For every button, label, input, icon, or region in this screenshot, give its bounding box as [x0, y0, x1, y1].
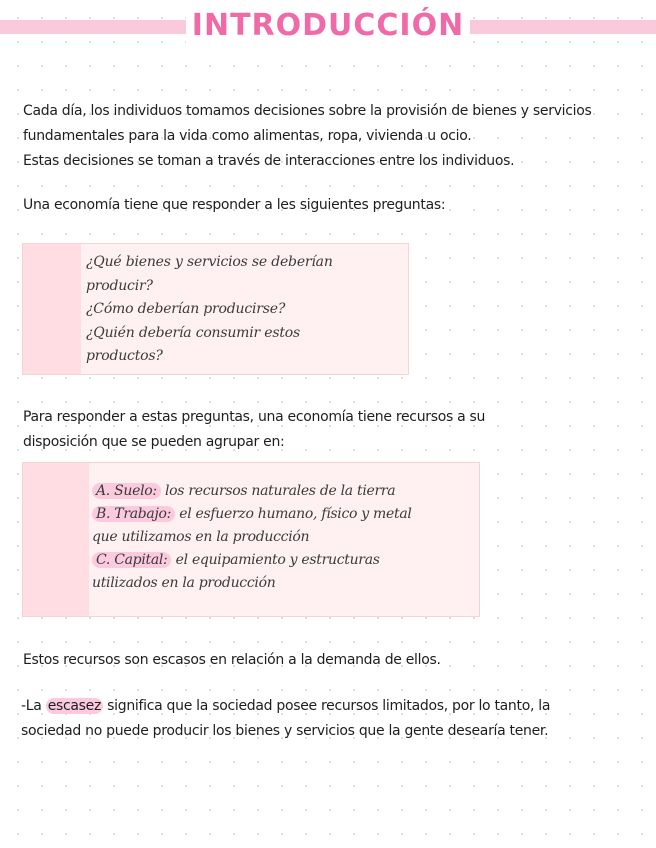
questions-box-strip [23, 244, 81, 374]
scarcity-rest: significa que la sociedad posee recursos limitados, por lo tanto, la [103, 698, 551, 714]
resources-intro [23, 405, 485, 455]
question-line: ¿Quién debería consumir estos [86, 324, 300, 341]
resource-capital [92, 549, 412, 572]
resource-term-suelo: A. Suelo: [92, 483, 161, 499]
intro-paragraph [23, 99, 592, 174]
intro-line-3: Estas decisiones se toman a través de interacciones entre los individuos. [23, 153, 515, 169]
page-title: INTRODUCCIÓN [186, 4, 470, 48]
resource-desc-trabajo: el esfuerzo humano, físico y metal [175, 506, 412, 522]
scarcity-prefix: -La [21, 698, 46, 714]
resource-suelo [92, 480, 412, 503]
resources-box-strip [23, 463, 89, 616]
question-line: productos? [86, 348, 163, 364]
resources-list [92, 480, 412, 595]
scarce-statement: Estos recursos son escasos en relación a la demanda de ellos. [23, 652, 441, 668]
intro-line-1: Cada día, los individuos tomamos decisiones sobre la provisión de bienes y servicios [23, 103, 592, 119]
resource-desc-suelo: los recursos naturales de la tierra [160, 483, 396, 499]
resource-desc-capital: el equipamiento y estructuras [171, 552, 380, 568]
resource-trabajo [92, 503, 412, 526]
questions-list [86, 251, 333, 369]
resources-intro-line-1: Para responder a estas preguntas, una economía tiene recursos a su [23, 409, 486, 425]
resource-capital-cont: utilizados en la producción [92, 575, 276, 591]
resource-term-capital: C. Capital: [92, 552, 171, 568]
resource-term-trabajo: B. Trabajo: [92, 506, 175, 522]
scarcity-line-2: sociedad no puede producir los bienes y servicios que la gente desearía tener. [21, 723, 549, 739]
intro-line-2: fundamentales para la vida como alimentas, ropa, vivienda u ocio. [23, 128, 472, 144]
resource-trabajo-cont: que utilizamos en la producción [92, 529, 310, 545]
scarcity-paragraph [21, 694, 550, 744]
questions-intro: Una economía tiene que responder a les siguientes preguntas: [23, 197, 446, 213]
question-line: ¿Qué bienes y servicios se deberían [86, 254, 333, 270]
scarcity-term: escasez [47, 698, 102, 714]
resources-intro-line-2: disposición que se pueden agrupar en: [23, 434, 285, 450]
question-line: producir? [86, 277, 153, 294]
title-band [0, 20, 656, 34]
question-line: ¿Cómo deberían producirse? [86, 301, 286, 317]
